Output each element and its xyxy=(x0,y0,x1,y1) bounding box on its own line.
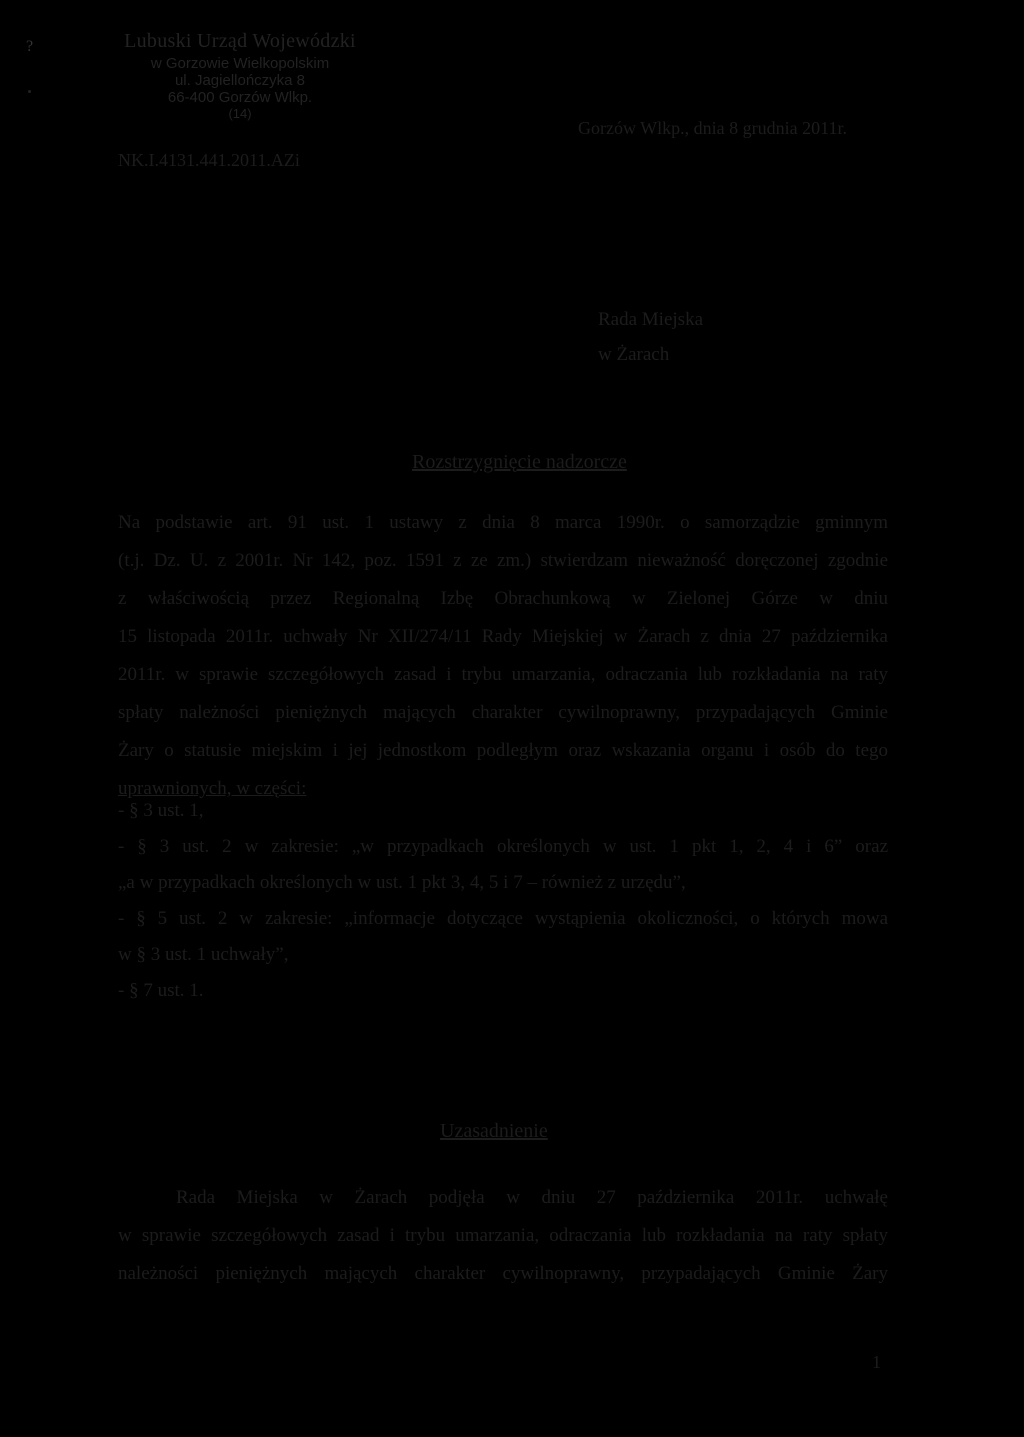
list-item: w § 3 ust. 1 uchwały”, xyxy=(118,944,289,965)
body-paragraph xyxy=(118,512,888,816)
justification-title: Uzasadnienie xyxy=(440,1120,548,1142)
list-item: - § 3 ust. 1, xyxy=(118,800,204,821)
date-line: Gorzów Wlkp., dnia 8 grudnia 2011r. xyxy=(578,118,847,138)
document-title: Rozstrzygnięcie nadzorcze xyxy=(412,451,627,473)
body-line-2: (t.j. Dz. U. z 2001r. Nr 142, poz. 1591 z ze zm.) stwierdzam nieważność doręczonej zgodnie xyxy=(118,550,888,571)
stamp-line-1: Lubuski Urząd Wojewódzki xyxy=(124,30,356,52)
stamp-line-5: (14) xyxy=(228,106,252,121)
addressee-line-1: Rada Miejska xyxy=(598,309,704,330)
body-line-8: uprawnionych, w części: xyxy=(118,778,307,799)
justification-line-3: należności pieniężnych mających charakter cywilnoprawny, przypadających Gminie Żary xyxy=(118,1263,888,1284)
stamp-line-3: ul. Jagiellończyka 8 xyxy=(174,72,306,89)
body-line-3: z właściwością przez Regionalną Izbę Obrachunkową w Zielonej Górze w dniu xyxy=(118,588,888,609)
body-line-5: 2011r. w sprawie szczegółowych zasad i trybu umarzania, odraczania lub rozkładania na raty xyxy=(118,664,888,685)
stamp-line-4: 66-400 Gorzów Wlkp. xyxy=(167,89,313,106)
list-item: - § 3 ust. 2 w zakresie: „w przypadkach określonych w ust. 1 pkt 1, 2, 4 i 6” oraz xyxy=(118,836,888,857)
margin-mark: ? xyxy=(26,38,34,55)
list-item: - § 7 ust. 1. xyxy=(118,980,204,1001)
margin-dot xyxy=(28,90,31,93)
list-item: „a w przypadkach określonych w ust. 1 pkt 3, 4, 5 i 7 – również z urzędu”, xyxy=(118,872,686,893)
body-line-6: spłaty należności pieniężnych mających charakter cywilnoprawny, przypadających Gminie xyxy=(118,702,888,723)
page-number: 1 xyxy=(872,1352,881,1372)
justification-paragraph xyxy=(118,1187,888,1301)
addressee-line-2: w Żarach xyxy=(598,344,670,365)
body-line-1: Na podstawie art. 91 ust. 1 ustawy z dnia 8 marca 1990r. o samorządzie gminnym xyxy=(118,512,888,533)
stamp-line-2: w Gorzowie Wielkopolskim xyxy=(150,55,330,72)
office-stamp xyxy=(120,30,360,121)
reference-number: NK.I.4131.441.2011.AZi xyxy=(118,150,300,170)
body-line-4: 15 listopada 2011r. uchwały Nr XII/274/11 Rady Miejskiej w Żarach z dnia 27 października xyxy=(118,626,888,647)
justification-line-2: w sprawie szczegółowych zasad i trybu umarzania, odraczania lub rozkładania na raty spłaty xyxy=(118,1225,888,1246)
justification-line-1: Rada Miejska w Żarach podjęła w dniu 27 października 2011r. uchwałę xyxy=(176,1187,888,1208)
list-item: - § 5 ust. 2 w zakresie: „informacje dotyczące wystąpienia okoliczności, o których mowa xyxy=(118,908,888,929)
body-line-7: Żary o statusie miejskim i jej jednostkom podległym oraz wskazania organu i osób do tego xyxy=(118,740,888,761)
items-list xyxy=(118,800,888,1016)
